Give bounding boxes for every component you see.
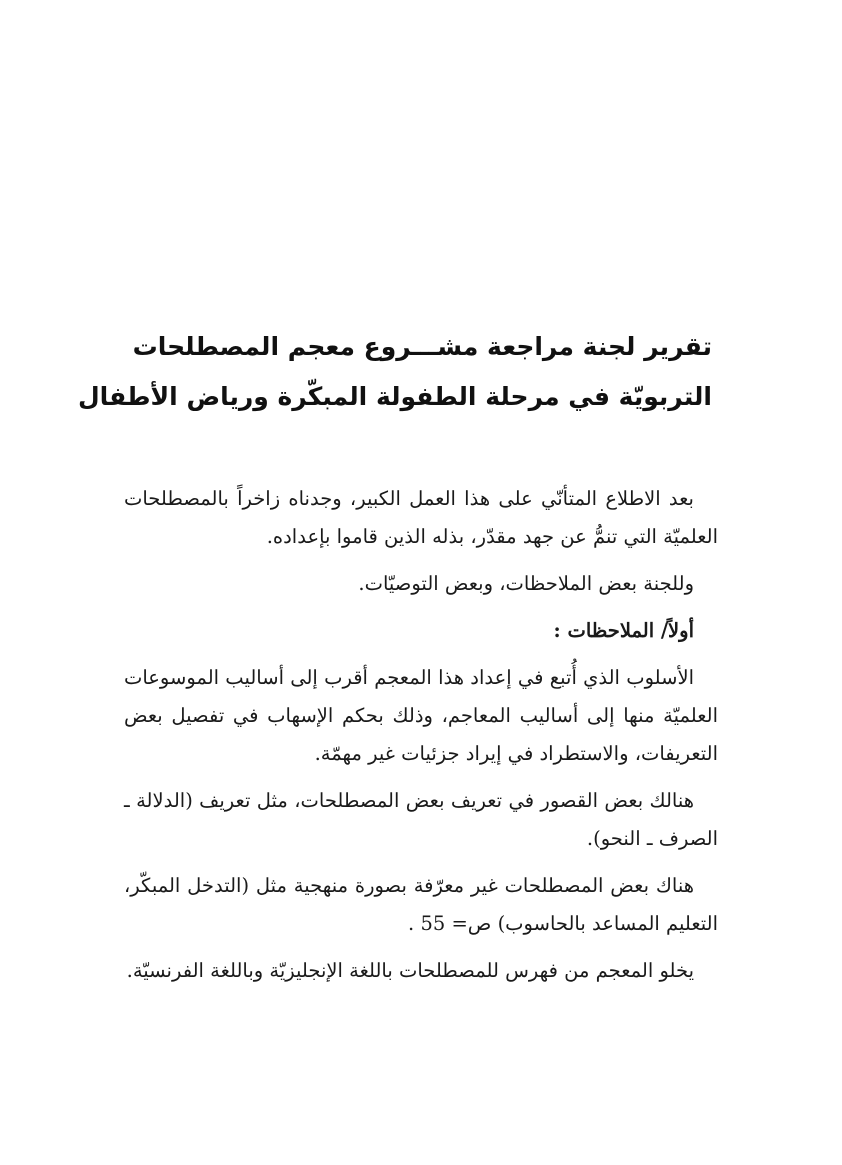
paragraph-undefined-terms: هناك بعض المصطلحات غير معرّفة بصورة منهجية مثل (التدخل المبكّر، التعليم المساعد بالحاسوب) ص= 55 . [124, 874, 718, 935]
document-body [124, 480, 718, 999]
paragraph-definition-shortcomings: هنالك بعض القصور في تعريف بعض المصطلحات، مثل تعريف (الدلالة ـ الصرف ـ النحو). [124, 789, 718, 850]
title-line-2: التربويّة في مرحلة الطفولة المبكّرة ورياض الأطفال [77, 382, 712, 411]
paragraph-style-observation: الأسلوب الذي أُتبع في إعداد هذا المعجم أقرب إلى أساليب الموسوعات العلميّة منها إلى أساليب المعاجم، وذلك بحكم الإسهاب في تفصيل بعض التعريفات، والاستطراد في إيراد جزئيات غير مهمّة. [124, 666, 718, 765]
paragraph-missing-index: يخلو المعجم من فهرس للمصطلحات باللغة الإنجليزيّة وباللغة الفرنسيّة. [126, 959, 694, 982]
section-heading-observations: أولاً/ الملاحظات : [553, 619, 694, 642]
document-title [77, 322, 712, 422]
title-line-1: تقرير لجنة مراجعة مشـــروع معجم المصطلحات [132, 332, 712, 361]
paragraph-committee-notes: وللجنة بعض الملاحظات، وبعض التوصيّات. [358, 572, 694, 595]
paragraph-intro: بعد الاطلاع المتأنّي على هذا العمل الكبير، وجدناه زاخراً بالمصطلحات العلميّة التي تنمُّ عن جهد مقدّر، بذله الذين قاموا بإعداده. [124, 487, 718, 548]
